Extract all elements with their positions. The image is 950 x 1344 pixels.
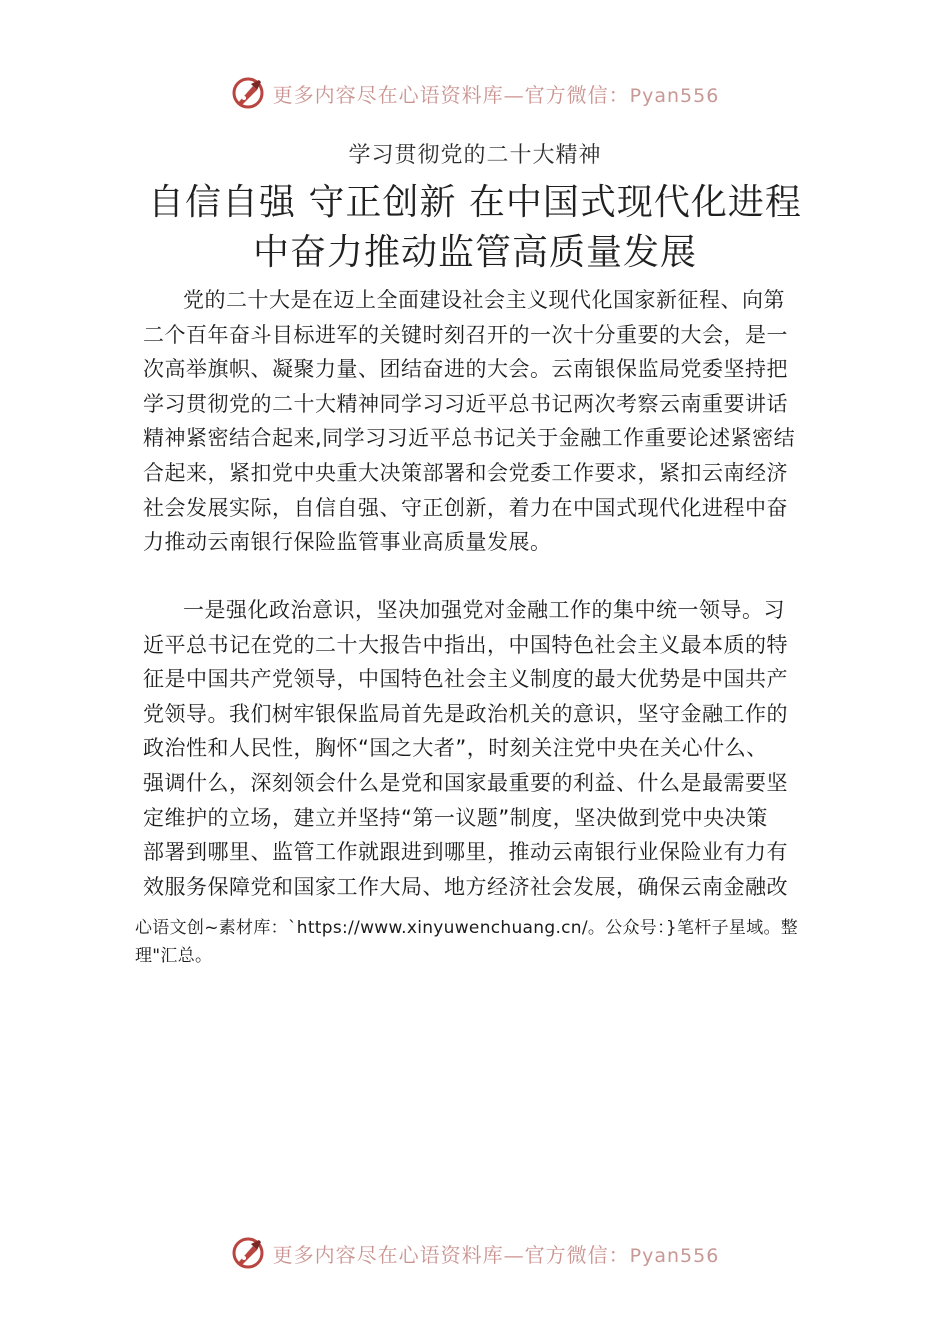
paragraph-line: 政治性和人民性，胸怀“国之大者”，时刻关注党中央在关心什么、 xyxy=(143,736,768,761)
paragraph-line: 一是强化政治意识，坚决加强党对金融工作的集中统一领导。习 xyxy=(183,598,785,622)
paragraph-political-awareness xyxy=(143,593,803,904)
footnote-line: 理"汇总。 xyxy=(135,946,213,966)
paragraph-line: 近平总书记在党的二十大报告中指出，中国特色社会主义最本质的特 xyxy=(143,632,788,657)
paragraph-line: 学习贯彻党的二十大精神同学习习近平总书记两次考察云南重要讲话 xyxy=(143,391,788,416)
title-line: 自信自强 守正创新 在中国式现代化进程 xyxy=(148,182,802,223)
banner-text xyxy=(273,79,720,108)
paragraph-line: 党领导。我们树牢银保监局首先是政治机关的意识，坚守金融工作的 xyxy=(143,701,788,726)
paragraph-intro xyxy=(143,283,803,560)
paragraph-line: 征是中国共产党领导，中国特色社会主义制度的最大优势是中国共产 xyxy=(143,667,788,692)
paragraph-line: 效服务保障党和国家工作大局、地方经济社会发展，确保云南金融改 xyxy=(143,874,788,899)
banner-wechat-id: Pyan556 xyxy=(629,1244,720,1267)
paragraph-line: 社会发展实际，自信自强、守正创新，着力在中国式现代化进程中奋 xyxy=(143,495,788,520)
banner-wechat-id: Pyan556 xyxy=(629,84,720,107)
footer-watermark-banner xyxy=(0,1231,950,1275)
header-watermark-banner xyxy=(0,71,950,115)
document-subtitle: 学习贯彻党的二十大精神 xyxy=(348,143,602,168)
paragraph-line: 次高举旗帜、凝聚力量、团结奋进的大会。云南银保监局党委坚持把 xyxy=(143,357,788,382)
paragraph-line: 部署到哪里、监管工作就跟进到哪里，推动云南银行业保险业有力有 xyxy=(143,840,788,865)
paragraph-line: 党的二十大是在迈上全面建设社会主义现代化国家新征程、向第 xyxy=(183,288,785,312)
paragraph-line: 二个百年奋斗目标进军的关键时刻召开的一次十分重要的大会，是一 xyxy=(143,322,788,347)
paragraph-line: 精神紧密结合起来,同学习习近平总书记关于金融工作重要论述紧密结 xyxy=(143,426,796,451)
footnote-line: 心语文创~素材库：`https://www.xinyuwenchuang.cn/。公众号：}笔杆子星域。整 xyxy=(135,918,799,938)
banner-label: 更多内容尽在心语资料库—官方微信： xyxy=(272,82,630,107)
pen-nib-logo-icon xyxy=(231,1236,265,1270)
paragraph-line: 定维护的立场，建立并坚持“第一议题”制度，坚决做到党中央决策 xyxy=(143,805,768,830)
paragraph-line: 力推动云南银行保险监管事业高质量发展。 xyxy=(143,530,552,555)
source-footnote xyxy=(135,914,825,970)
paragraph-line: 合起来，紧扣党中央重大决策部署和会党委工作要求，紧扣云南经济 xyxy=(143,460,788,485)
document-title xyxy=(0,178,950,278)
paragraph-line: 强调什么，深刻领会什么是党和国家最重要的利益、什么是最需要坚 xyxy=(143,770,788,795)
title-line: 中奋力推动监管高质量发展 xyxy=(252,232,697,273)
banner-text xyxy=(273,1239,720,1268)
pen-nib-logo-icon xyxy=(231,76,265,110)
banner-label: 更多内容尽在心语资料库—官方微信： xyxy=(272,1242,630,1267)
